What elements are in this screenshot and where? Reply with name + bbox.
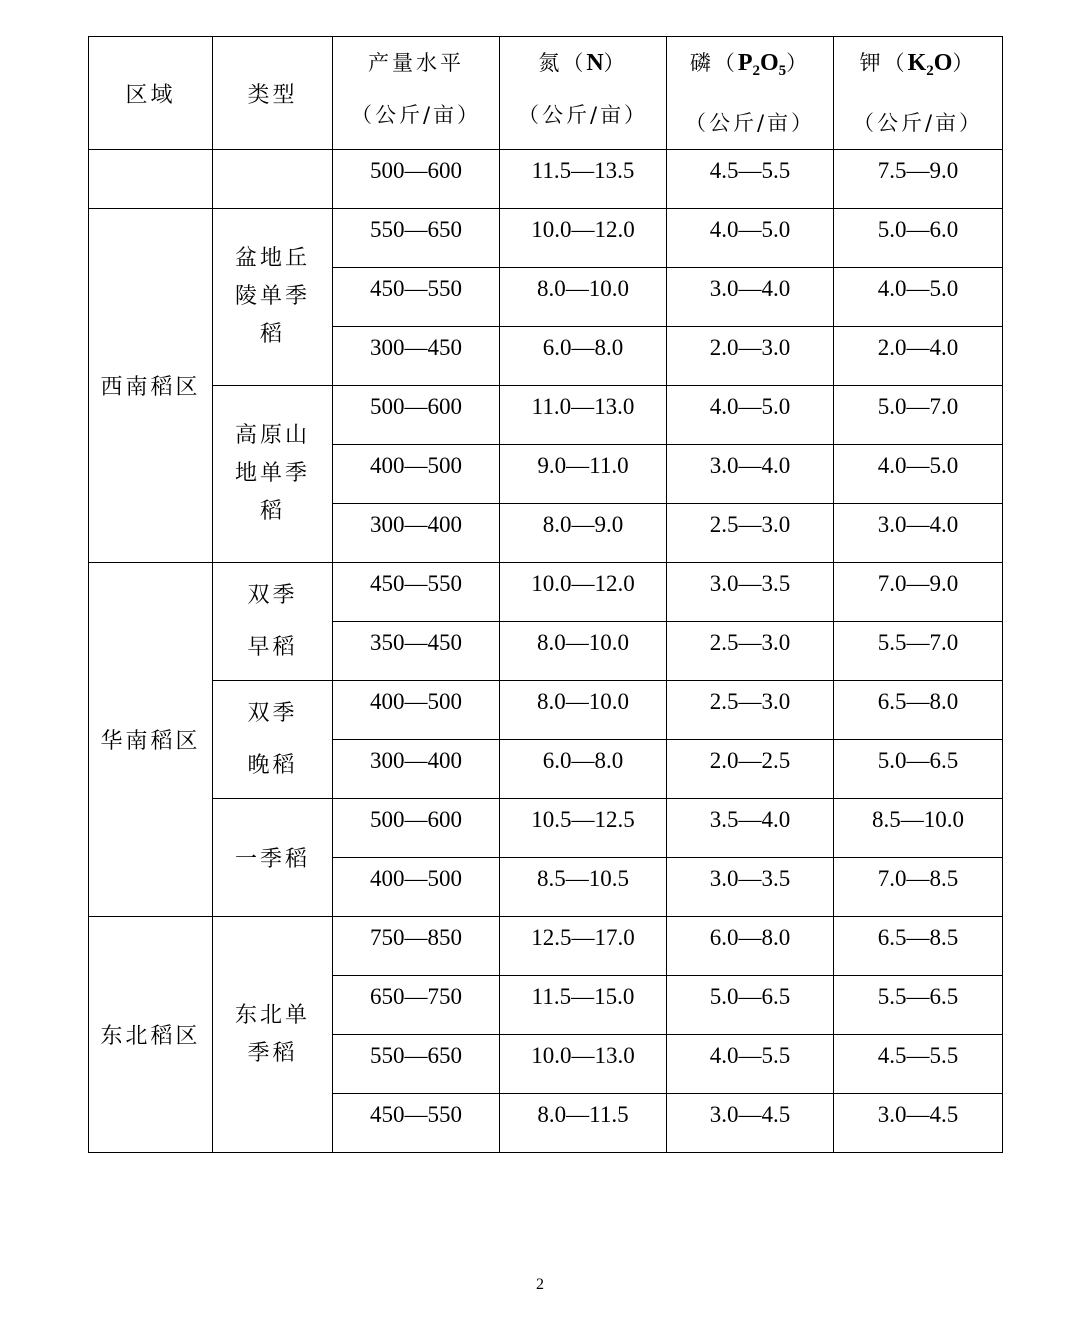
k-cell: 8.5—10.0 [834,799,1003,858]
k-cell: 7.0—9.0 [834,563,1003,622]
p-cell: 3.0—4.0 [667,268,834,327]
yield-cell: 400—500 [333,858,500,917]
yield-cell: 450—550 [333,1094,500,1153]
k-cell: 3.0—4.0 [834,504,1003,563]
p-cell: 2.5—3.0 [667,504,834,563]
type-cell: 双季 早稻 [213,563,333,681]
table-row [89,917,1003,976]
k-cell: 6.5—8.5 [834,917,1003,976]
table-row [89,681,1003,740]
n-cell: 8.0—10.0 [500,622,667,681]
p-cell: 4.0—5.5 [667,1035,834,1094]
type-cell: 一季稻 [213,799,333,917]
header-type: 类型 [213,37,333,150]
k-cell: 5.0—6.0 [834,209,1003,268]
type-cell: 双季 晚稻 [213,681,333,799]
header-region: 区域 [89,37,213,150]
region-cell: 东北稻区 [89,917,213,1153]
page-number: 2 [536,1276,544,1293]
header-potassium: 钾$(K_2O)$ （公斤/亩） [834,37,1003,150]
k-cell: 4.0—5.0 [834,445,1003,504]
yield-cell: 300—400 [333,504,500,563]
k-cell: 5.5—6.5 [834,976,1003,1035]
n-cell: 10.0—13.0 [500,1035,667,1094]
region-cell [89,150,213,209]
n-cell: 8.5—10.5 [500,858,667,917]
type-cell [213,150,333,209]
table-row [89,209,1003,268]
k-cell: 7.5—9.0 [834,150,1003,209]
yield-cell: 550—650 [333,209,500,268]
table-row [89,150,1003,209]
k-cell: 6.5—8.0 [834,681,1003,740]
n-cell: 11.0—13.0 [500,386,667,445]
header-yield-unit: （公斤/亩） [350,103,482,127]
p-cell: 4.0—5.0 [667,386,834,445]
p-cell: 4.0—5.0 [667,209,834,268]
n-cell: 10.0—12.0 [500,209,667,268]
p-cell: 2.5—3.0 [667,622,834,681]
type-cell: 东北单 季稻 [213,917,333,1153]
yield-cell: 550—650 [333,1035,500,1094]
header-nitrogen-unit: （公斤/亩） [517,103,649,127]
p-cell: 3.5—4.0 [667,799,834,858]
k-cell: 4.0—5.0 [834,268,1003,327]
header-yield-label: 产量水平 [368,51,464,75]
header-nitrogen: 氮（N） （公斤/亩） [500,37,667,150]
n-cell: 12.5—17.0 [500,917,667,976]
table-row [89,563,1003,622]
yield-cell: 450—550 [333,268,500,327]
p-cell: 5.0—6.5 [667,976,834,1035]
header-potassium-unit: （公斤/亩） [852,111,984,136]
n-cell: 8.0—9.0 [500,504,667,563]
n-cell: 11.5—15.0 [500,976,667,1035]
k-cell: 2.0—4.0 [834,327,1003,386]
p-cell: 2.5—3.0 [667,681,834,740]
yield-cell: 650—750 [333,976,500,1035]
fertilizer-recommendation-table [88,36,1003,1153]
header-yield [333,37,500,150]
header-phosphorus-unit: （公斤/亩） [684,111,816,136]
region-cell: 华南稻区 [89,563,213,917]
n-cell: 8.0—11.5 [500,1094,667,1153]
type-cell: 盆地丘 陵单季 稻 [213,209,333,386]
yield-cell: 400—500 [333,681,500,740]
n-cell: 6.0—8.0 [500,740,667,799]
k-cell: 7.0—8.5 [834,858,1003,917]
n-cell: 10.5—12.5 [500,799,667,858]
table-row [89,386,1003,445]
p-cell: 4.5—5.5 [667,150,834,209]
p-cell: 3.0—4.0 [667,445,834,504]
type-cell: 高原山 地单季 稻 [213,386,333,563]
p-cell: 2.0—2.5 [667,740,834,799]
k-cell: 5.5—7.0 [834,622,1003,681]
n-cell: 8.0—10.0 [500,268,667,327]
region-cell: 西南稻区 [89,209,213,563]
yield-cell: 300—400 [333,740,500,799]
n-cell: 6.0—8.0 [500,327,667,386]
p-cell: 2.0—3.0 [667,327,834,386]
p-cell: 3.0—3.5 [667,858,834,917]
p-cell: 6.0—8.0 [667,917,834,976]
yield-cell: 350—450 [333,622,500,681]
header-phosphorus: 磷$(P_2O_5)$ （公斤/亩） [667,37,834,150]
yield-cell: 450—550 [333,563,500,622]
n-cell: 11.5—13.5 [500,150,667,209]
yield-cell: 500—600 [333,799,500,858]
yield-cell: 500—600 [333,150,500,209]
n-cell: 10.0—12.0 [500,563,667,622]
k-cell: 5.0—7.0 [834,386,1003,445]
table-row [89,799,1003,858]
k-cell: 4.5—5.5 [834,1035,1003,1094]
n-cell: 9.0—11.0 [500,445,667,504]
p-cell: 3.0—3.5 [667,563,834,622]
yield-cell: 750—850 [333,917,500,976]
n-cell: 8.0—10.0 [500,681,667,740]
k-cell: 3.0—4.5 [834,1094,1003,1153]
yield-cell: 500—600 [333,386,500,445]
yield-cell: 400—500 [333,445,500,504]
p-cell: 3.0—4.5 [667,1094,834,1153]
header-row [89,37,1003,150]
yield-cell: 300—450 [333,327,500,386]
k-cell: 5.0—6.5 [834,740,1003,799]
